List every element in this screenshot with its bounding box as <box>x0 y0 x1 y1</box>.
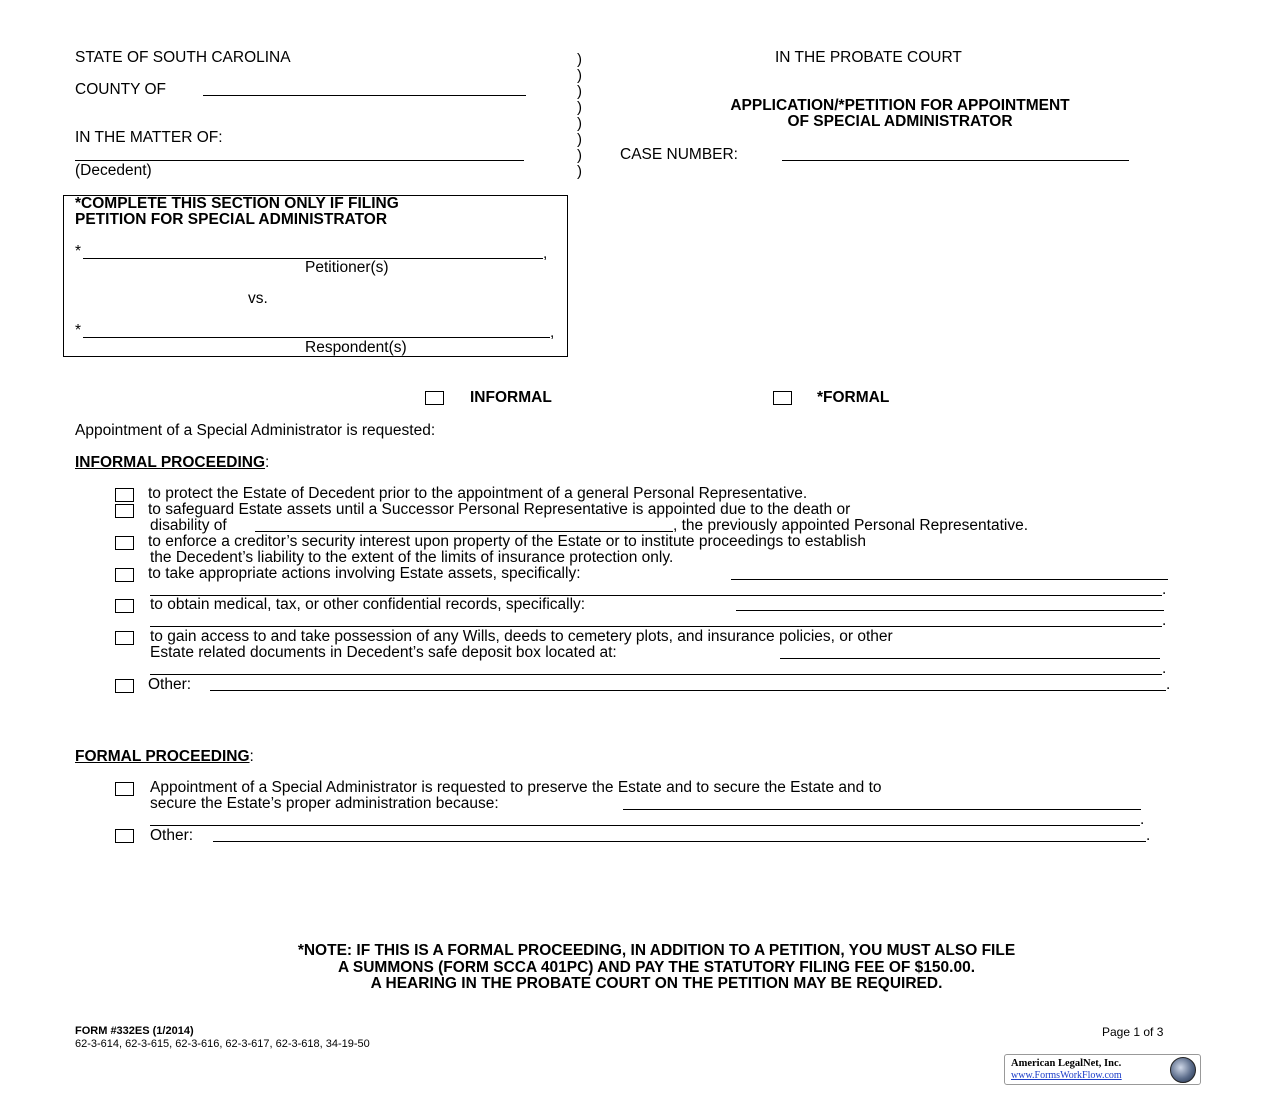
matter-label: IN THE MATTER OF: <box>75 129 223 146</box>
informal-item6-line2: Estate related documents in Decedent’s safe deposit box located at: <box>150 644 617 661</box>
note-line1: *NOTE: IF THIS IS A FORMAL PROCEEDING, IN ADDITION TO A PETITION, YOU MUST ALSO FILE <box>297 942 1016 959</box>
paren: ) <box>577 115 582 132</box>
form-title-line2: OF SPECIAL ADMINISTRATOR <box>787 113 1013 130</box>
informal-item2-line2-prefix: disability of <box>150 517 227 534</box>
note-line3: A HEARING IN THE PROBATE COURT ON THE PETITION MAY BE REQUIRED. <box>370 975 943 992</box>
state-heading: STATE OF SOUTH CAROLINA <box>75 49 291 66</box>
informal-other-field[interactable] <box>210 690 1166 691</box>
period: . <box>1162 581 1167 598</box>
informal-proceeding-heading: INFORMAL PROCEEDING <box>75 454 266 471</box>
decedent-label: (Decedent) <box>75 162 152 179</box>
respondent-comma: , <box>550 324 555 341</box>
informal-item4-checkbox[interactable] <box>115 568 134 582</box>
period: . <box>1162 660 1167 677</box>
period: . <box>1146 827 1151 844</box>
formal-reason-field-line1[interactable] <box>623 809 1141 810</box>
informal-item2-checkbox[interactable] <box>115 504 134 518</box>
records-field-line2[interactable] <box>150 626 1162 627</box>
formal-other-field[interactable] <box>213 841 1146 842</box>
formal-checkbox[interactable] <box>773 391 792 405</box>
formal-item1-line2: secure the Estate’s proper administration because: <box>150 795 499 812</box>
intro-text: Appointment of a Special Administrator is requested: <box>75 422 436 439</box>
formal-label: *FORMAL <box>817 389 890 406</box>
formal-other-checkbox[interactable] <box>115 829 134 843</box>
note-line2: A SUMMONS (FORM SCCA 401PC) AND PAY THE STATUTORY FILING FEE OF $150.00. <box>337 959 976 976</box>
logo-website-link[interactable]: www.FormsWorkFlow.com <box>1011 1070 1122 1081</box>
informal-item1-text: to protect the Estate of Decedent prior to the appointment of a general Personal Representative. <box>148 485 808 502</box>
respondent-label: Respondent(s) <box>305 339 407 356</box>
informal-other-label: Other: <box>148 676 192 693</box>
case-number-field[interactable] <box>782 160 1129 161</box>
case-number-label: CASE NUMBER: <box>620 146 738 163</box>
statute-references: 62-3-614, 62-3-615, 62-3-616, 62-3-617, 62-3-618, 34-19-50 <box>75 1038 370 1050</box>
informal-item1-checkbox[interactable] <box>115 488 134 502</box>
paren: ) <box>577 67 582 84</box>
paren: ) <box>577 147 582 164</box>
informal-item4-text: to take appropriate actions involving Estate assets, specifically: <box>148 565 581 582</box>
informal-item3-line1: to enforce a creditor’s security interest upon property of the Estate or to institute proceedings to establish <box>148 533 866 550</box>
informal-checkbox[interactable] <box>425 391 444 405</box>
versus-label: vs. <box>248 290 268 307</box>
paren: ) <box>577 131 582 148</box>
safe-deposit-field-line1[interactable] <box>780 658 1160 659</box>
previous-representative-field[interactable] <box>255 531 673 532</box>
respondent-asterisk: * <box>75 322 82 339</box>
paren: ) <box>577 163 582 180</box>
petitioner-comma: , <box>543 245 548 262</box>
paren: ) <box>577 51 582 68</box>
page-number: Page 1 of 3 <box>1102 1025 1164 1039</box>
safe-deposit-field-line2[interactable] <box>150 674 1162 675</box>
petitioner-asterisk: * <box>75 243 82 260</box>
informal-item2-line1: to safeguard Estate assets until a Successor Personal Representative is appointed due to the death or <box>148 501 851 518</box>
heading-colon: : <box>265 454 270 471</box>
formal-item1-line1: Appointment of a Special Administrator is requested to preserve the Estate and to secure the Estate and to <box>150 779 882 796</box>
globe-icon <box>1170 1057 1196 1083</box>
informal-item5-checkbox[interactable] <box>115 599 134 613</box>
petition-box-heading-line2: PETITION FOR SPECIAL ADMINISTRATOR <box>75 211 388 228</box>
informal-item6-checkbox[interactable] <box>115 631 134 645</box>
formal-reason-field-line2[interactable] <box>150 825 1140 826</box>
court-heading: IN THE PROBATE COURT <box>775 49 962 66</box>
american-legalnet-logo[interactable] <box>1004 1054 1201 1085</box>
estate-assets-field-line1[interactable] <box>731 579 1168 580</box>
formal-item1-checkbox[interactable] <box>115 782 134 796</box>
informal-item2-line2-suffix: , the previously appointed Personal Representative. <box>673 517 1028 534</box>
informal-item3-line2: the Decedent’s liability to the extent of the limits of insurance protection only. <box>150 549 674 566</box>
heading-colon: : <box>249 748 254 765</box>
period: . <box>1140 811 1145 828</box>
respondent-field[interactable] <box>83 337 550 338</box>
county-field[interactable] <box>203 95 526 96</box>
informal-item3-checkbox[interactable] <box>115 536 134 550</box>
county-label: COUNTY OF <box>75 81 166 98</box>
formal-other-label: Other: <box>150 827 194 844</box>
informal-other-checkbox[interactable] <box>115 679 134 693</box>
logo-company-name: American LegalNet, Inc. <box>1011 1058 1122 1069</box>
form-title-line1: APPLICATION/*PETITION FOR APPOINTMENT <box>730 97 1070 114</box>
period: . <box>1166 676 1171 693</box>
decedent-name-field[interactable] <box>75 160 524 161</box>
informal-item5-text: to obtain medical, tax, or other confidential records, specifically: <box>150 596 586 613</box>
petition-box-heading-line1: *COMPLETE THIS SECTION ONLY IF FILING <box>75 195 399 212</box>
paren: ) <box>577 99 582 116</box>
form-number: FORM #332ES (1/2014) <box>75 1025 194 1037</box>
formal-proceeding-heading: FORMAL PROCEEDING <box>75 748 250 765</box>
informal-item6-line1: to gain access to and take possession of any Wills, deeds to cemetery plots, and insurance policies, or other <box>150 628 893 645</box>
period: . <box>1162 612 1167 629</box>
paren: ) <box>577 83 582 100</box>
informal-label: INFORMAL <box>470 389 552 406</box>
records-field-line1[interactable] <box>736 610 1164 611</box>
petitioner-label: Petitioner(s) <box>305 259 389 276</box>
